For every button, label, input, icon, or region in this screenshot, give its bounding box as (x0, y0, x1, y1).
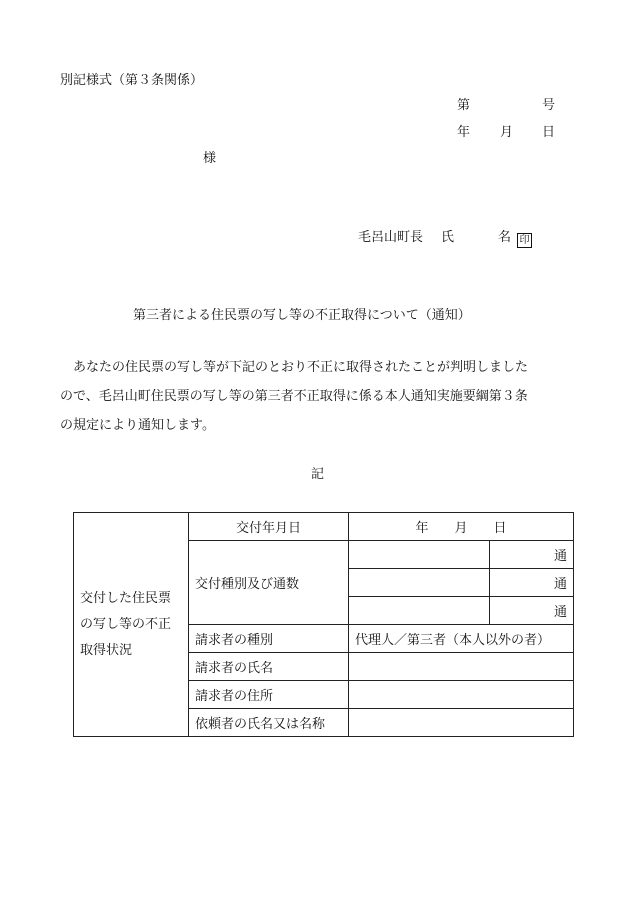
requester-type-label: 請求者の種別 (189, 625, 349, 653)
date-month: 月 (500, 125, 514, 140)
requester-name-label: 請求者の氏名 (189, 653, 349, 681)
body-line: ので、毛呂山町住民票の写し等の第三者不正取得に係る本人通知実施要綱第３条 (60, 389, 528, 404)
sender-name-first: 氏 (441, 230, 455, 245)
doc-number-prefix: 第 (457, 98, 471, 113)
count-unit: 通 (490, 569, 574, 597)
body-line: あなたの住民票の写し等が下記のとおり不正に取得されたことが判明しました (60, 360, 529, 375)
issue-date-label: 交付年月日 (189, 513, 349, 541)
requester-name-value (349, 653, 574, 681)
date-day: 日 (542, 125, 556, 140)
body-paragraph (60, 353, 572, 440)
acquisition-table (73, 512, 574, 737)
type-cell (349, 541, 490, 569)
sender-name-second: 名 (498, 230, 512, 245)
type-cell (349, 597, 490, 625)
body-line: の規定により通知します。 (60, 418, 215, 433)
issue-date-value: 年 月 日 (349, 513, 574, 541)
seal-icon: 印 (517, 233, 532, 248)
doc-number-suffix: 号 (542, 98, 556, 113)
requester-address-label: 請求者の住所 (189, 681, 349, 709)
recipient-suffix: 様 (203, 151, 217, 166)
count-unit: 通 (490, 597, 574, 625)
type-count-label: 交付種別及び通数 (189, 541, 349, 625)
date-year: 年 (457, 125, 471, 140)
ki-heading: 記 (311, 467, 325, 482)
type-cell (349, 569, 490, 597)
requester-type-value: 代理人／第三者（本人以外の者） (349, 625, 574, 653)
document-title: 第三者による住民票の写し等の不正取得について（通知） (133, 308, 471, 323)
count-unit: 通 (490, 541, 574, 569)
sender-line (358, 231, 532, 248)
row-header: 交付した住民票 の写し等の不正 取得状況 (74, 513, 189, 737)
client-name-label: 依頼者の氏名又は名称 (189, 709, 349, 737)
requester-address-value (349, 681, 574, 709)
form-label: 別記様式（第３条関係） (60, 73, 204, 88)
table-row (74, 513, 574, 541)
sender-title: 毛呂山町長 (358, 230, 424, 245)
client-name-value (349, 709, 574, 737)
